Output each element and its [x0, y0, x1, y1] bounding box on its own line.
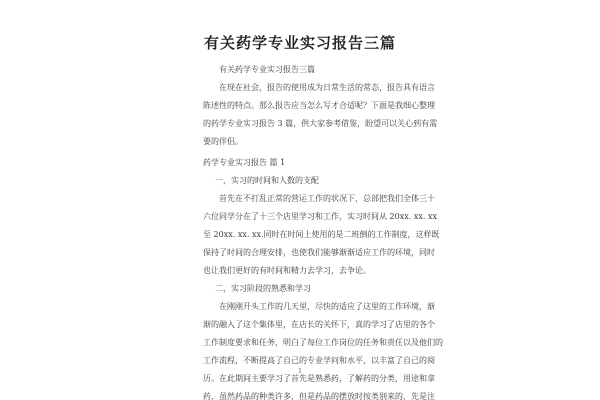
paragraph-1-line: 六位同学分在了十三个店里学习和工作，实习时间从 20xx. xx. xx	[203, 212, 437, 221]
paragraph-2-line: 渐的融入了这个集体里，在店长的关怀下，真的学习了店里的各个	[203, 320, 435, 329]
intro-line: 在现在社会，报告的使用成为日常生活的常态，报告具有语言	[219, 83, 435, 92]
paragraph-2-line: 工作制度要求和任务，明白了每位工作岗位的任务和责任以及他们的	[203, 338, 443, 347]
paragraph-1-line: 首先在不打乱正常的营运工作的状况下，总部把我们全体三十	[219, 194, 435, 203]
page-number: 1	[298, 368, 302, 375]
section-1-title: 药学专业实习报告 篇 1	[203, 158, 286, 167]
paragraph-1-line: 也让我们更好的有时间和精力去学习，去争论。	[203, 266, 371, 275]
section-1-block	[203, 154, 443, 400]
intro-subtitle: 有关药学专业实习报告三篇	[219, 65, 315, 74]
section-heading-2: 二，实习阶段的熟悉和学习	[215, 284, 311, 293]
paragraph-1-line: 保持了时间的合理安排，也使我们能够渐渐适应工作的环境，同时	[203, 248, 435, 257]
paragraph-2-line: 历。在此期间主要学习了首先是熟悉药，了解药的分类，用途和拿	[203, 374, 435, 383]
intro-line: 要的伴侣。	[203, 137, 243, 146]
paragraph-1-line: 至 20xx. xx. xx.同时在时间上使用的是二班倒的工作制度，这样既	[203, 230, 440, 239]
intro-line: 的药学专业实习报告 3 篇，供大家参考借鉴，盼望可以关心到有需	[203, 119, 438, 128]
paragraph-2-line: 药，虽然药品的种类许多，但是药品的摆放时按类别来的，先是注	[203, 392, 435, 400]
intro-line: 陈述性的特点。那么报告应当怎么写才合适呢？下面是我细心整理	[203, 101, 435, 110]
paragraph-2-line: 工作流程，不断提高了自己的专业学问和水平，以丰富了自己的阅	[203, 356, 435, 365]
document-title: 有关药学专业实习报告三篇	[203, 34, 396, 52]
section-heading-1: 一，实习的时间和人数的支配	[215, 176, 319, 185]
intro-block	[203, 61, 438, 151]
paragraph-2-line: 在刚刚开头工作的几天里，尽快的适应了这里的工作环境，渐	[219, 302, 435, 311]
